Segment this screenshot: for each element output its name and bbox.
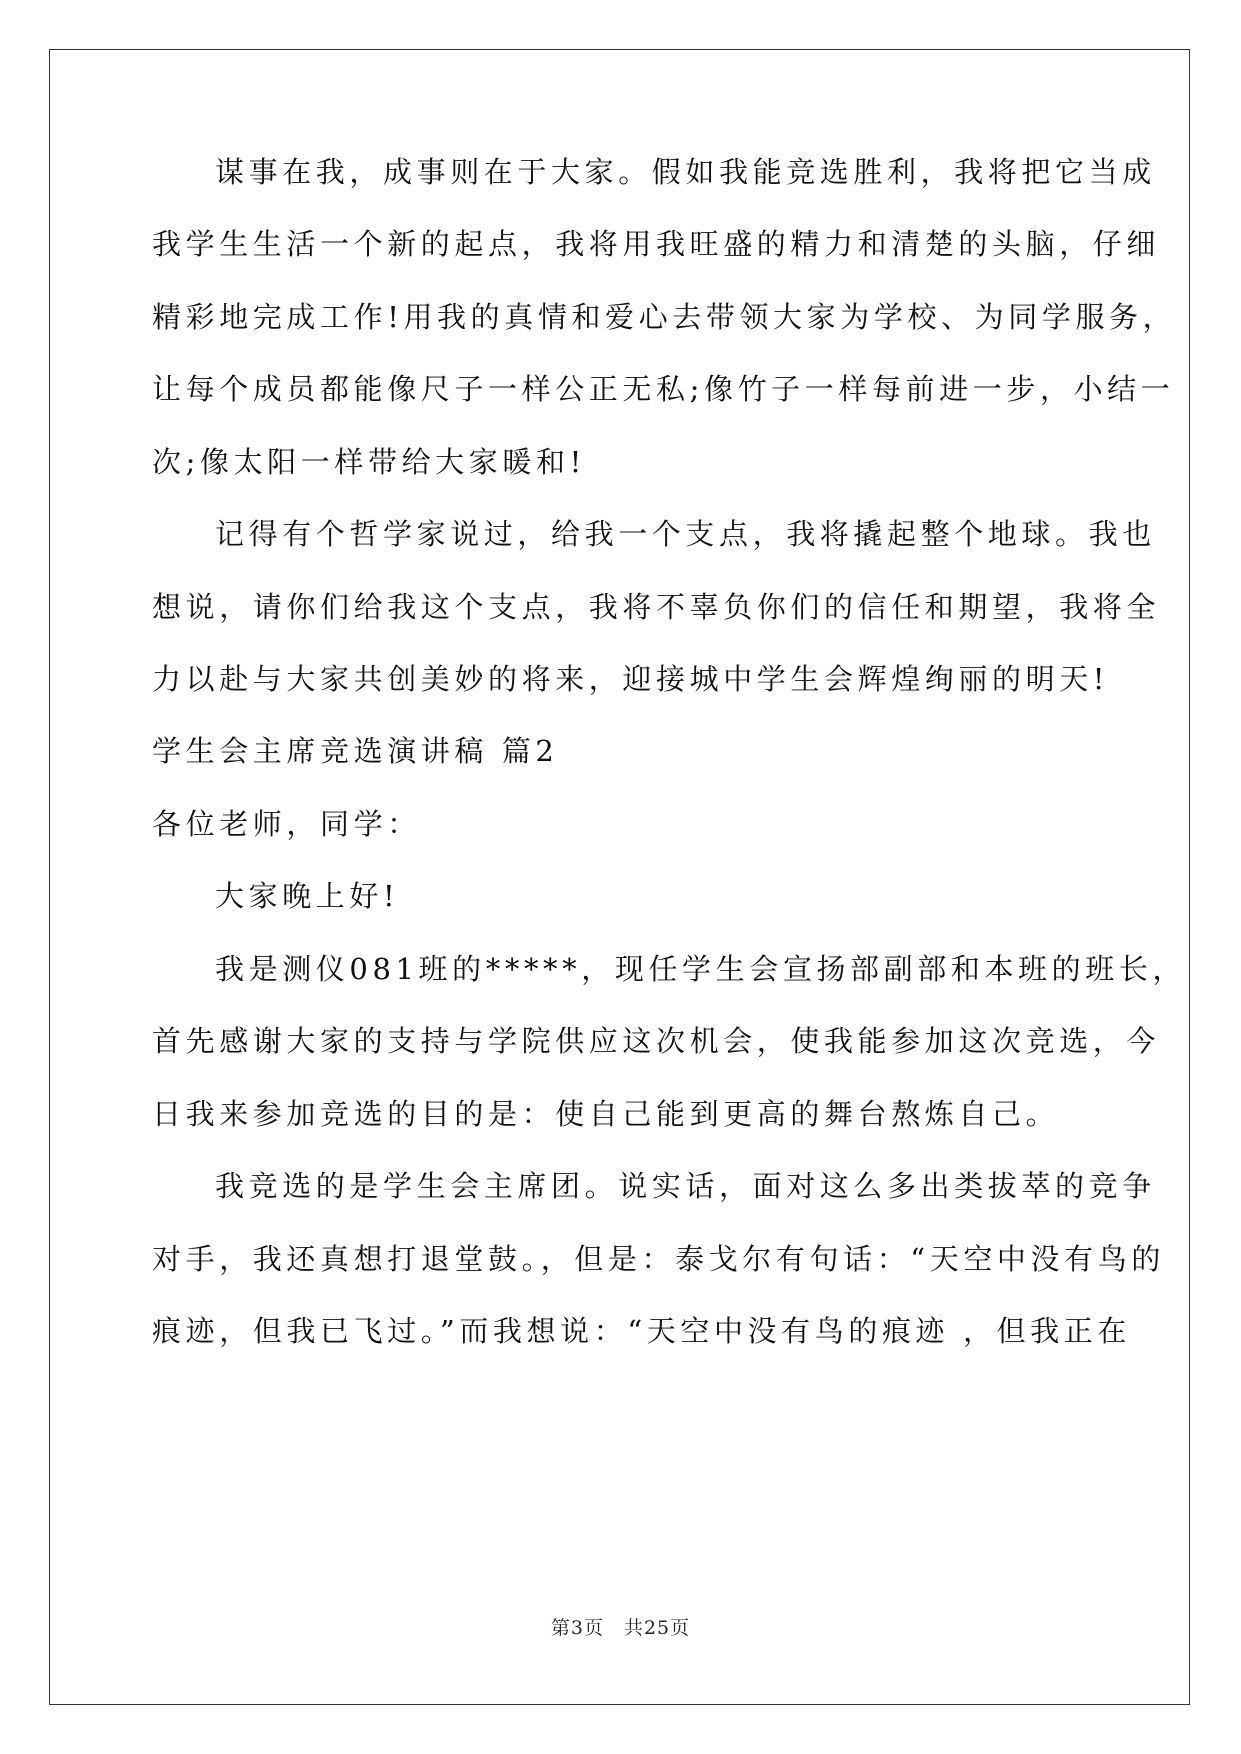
paragraph-line: 我是测仪081班的*****，现任学生会宣扬部副部和本班的班长， — [215, 952, 1187, 986]
paragraph-line: 力以赴与大家共创美妙的将来，迎接城中学生会辉煌绚丽的明天! — [152, 662, 1110, 696]
paragraph-line: 次;像太阳一样带给大家暖和! — [152, 445, 586, 479]
paragraph-line: 对手，我还真想打退堂鼓。，但是：泰戈尔有句话：“天空中没有鸟的 — [152, 1242, 1165, 1276]
paragraph-line: 谋事在我，成事则在于大家。假如我能竞选胜利，我将把它当成 — [215, 155, 1156, 189]
paragraph-line: 首先感谢大家的支持与学院供应这次机会，使我能参加这次竞选，今 — [152, 1024, 1161, 1058]
paragraph-line: 日我来参加竞选的目的是：使自己能到更高的舞台熬炼自己。 — [152, 1097, 1060, 1131]
paragraph-line: 想说，请你们给我这个支点，我将不辜负你们的信任和期望，我将全 — [152, 590, 1161, 624]
paragraph-line: 记得有个哲学家说过，给我一个支点，我将撬起整个地球。我也 — [215, 517, 1156, 551]
page-number-footer: 第3页 共25页 — [550, 1617, 691, 1639]
greeting: 大家晚上好! — [215, 879, 400, 913]
paragraph-line: 让每个成员都能像尺子一样公正无私;像竹子一样每前进一步，小结一 — [152, 372, 1175, 406]
salutation: 各位老师，同学： — [152, 807, 421, 841]
paragraph-line: 精彩地完成工作!用我的真情和爱心去带领大家为学校、为同学服务， — [152, 300, 1177, 334]
paragraph-line: 我竞选的是学生会主席团。说实话，面对这么多出类拔萃的竞争 — [215, 1169, 1156, 1203]
section-heading: 学生会主席竞选演讲稿 篇2 — [152, 734, 559, 768]
paragraph-line: 我学生生活一个新的起点，我将用我旺盛的精力和清楚的头脑，仔细 — [152, 227, 1161, 261]
paragraph-line: 痕迹，但我已飞过。”而我想说：“天空中没有鸟的痕迹 ，但我正在 — [152, 1314, 1131, 1348]
